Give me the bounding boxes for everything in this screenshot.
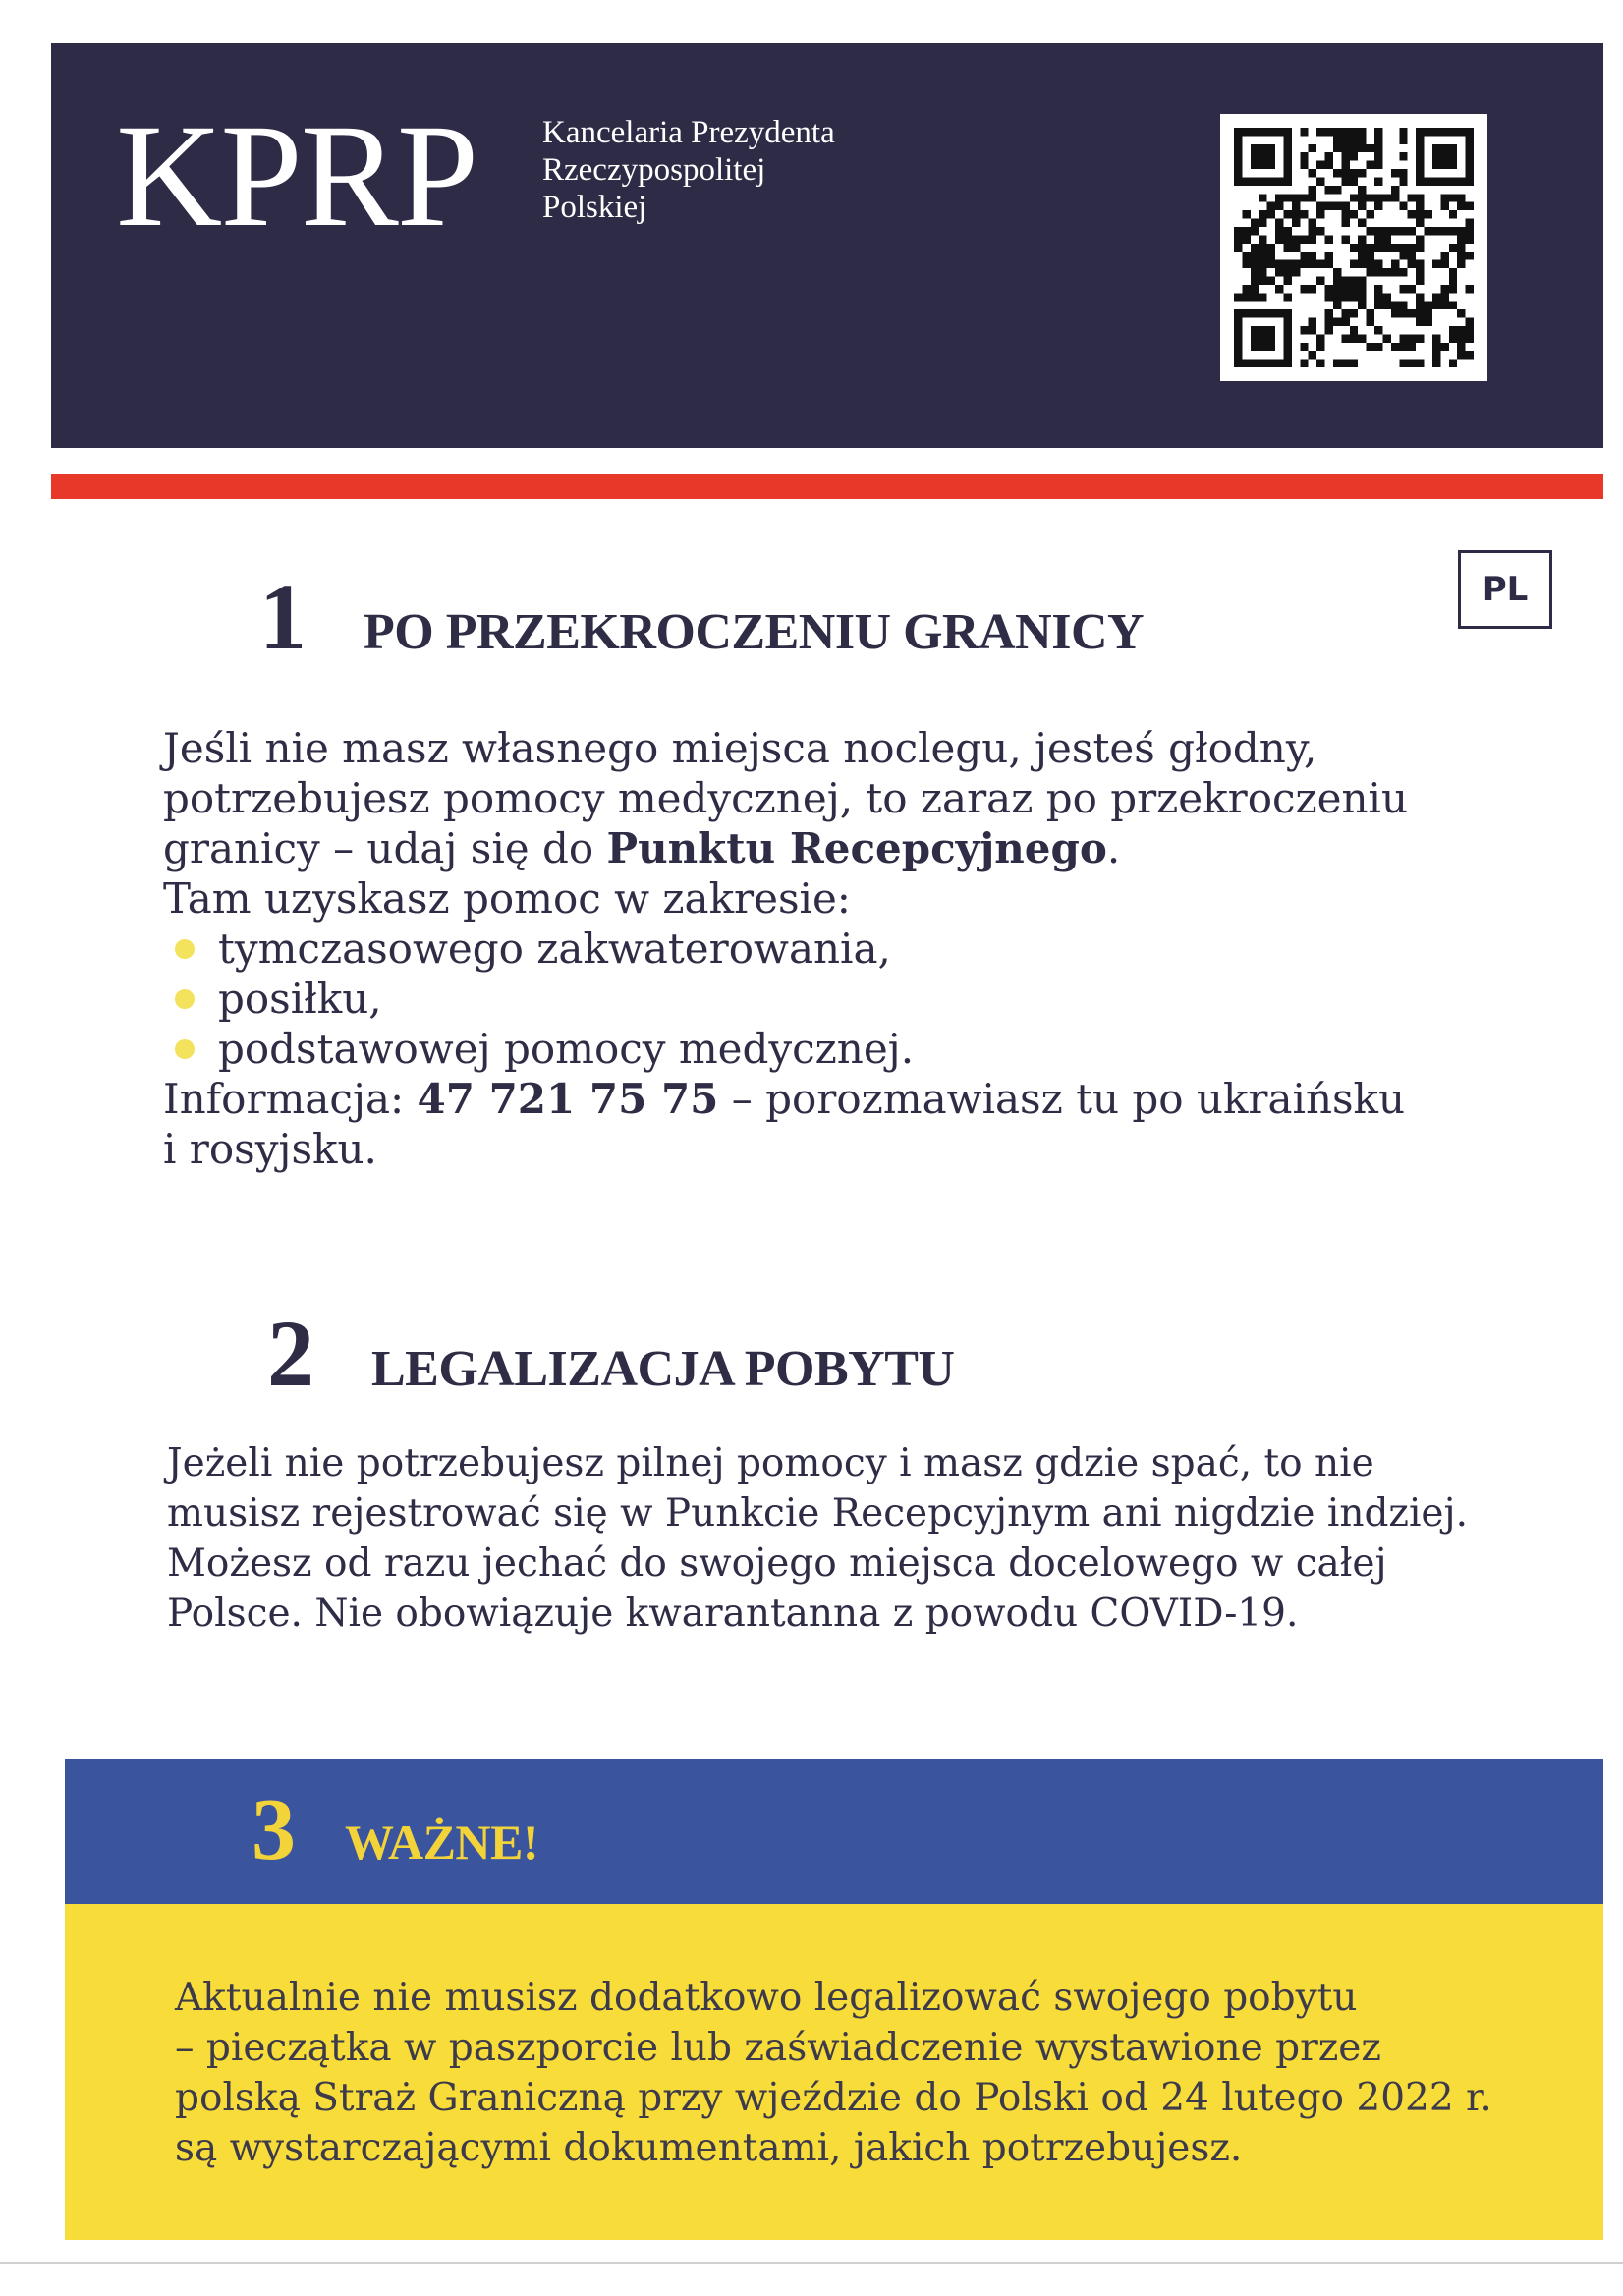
info-line — [163, 1074, 1408, 1124]
section-number: 1 — [259, 564, 307, 669]
bullet-icon — [175, 1039, 195, 1059]
page-edge-divider — [0, 2262, 1623, 2264]
section-3-body-band — [65, 1904, 1603, 2240]
info-phone: 47 721 75 75 — [417, 1075, 719, 1123]
list-item — [163, 924, 1408, 974]
section-1-heading — [259, 564, 1145, 669]
reception-point-emphasis: Punktu Recepcyjnego — [606, 824, 1107, 872]
org-name-line: Kancelaria Prezydenta — [542, 115, 835, 150]
section-2-body — [167, 1438, 1468, 1639]
org-name-line: Polskiej — [542, 190, 647, 225]
paragraph-line: Tam uzyskasz pomoc w zakresie: — [163, 874, 851, 923]
paragraph-line: musisz rejestrować się w Punkcie Recepcyjnym ani nigdzie indziej. — [167, 1491, 1469, 1536]
section-title: WAŻNE! — [345, 1815, 539, 1870]
bullet-icon — [175, 939, 195, 959]
paragraph-line: Jeśli nie masz własnego miejsca noclegu, jesteś głodny, — [163, 724, 1317, 772]
qr-code-icon — [1220, 114, 1487, 381]
info-label: Informacja: — [163, 1075, 418, 1123]
organization-name — [542, 114, 835, 226]
section-1-body — [163, 723, 1408, 1174]
paragraph-line: potrzebujesz pomocy medycznej, to zaraz po przekroczeniu — [163, 774, 1409, 822]
list-item-text: tymczasowego zakwaterowania, — [218, 924, 891, 973]
section-number: 2 — [267, 1301, 314, 1406]
section-3-heading — [252, 1781, 539, 1878]
section-number: 3 — [252, 1781, 296, 1878]
paragraph-line: Polsce. Nie obowiązuje kwarantanna z powodu COVID-19. — [167, 1592, 1299, 1636]
bullet-icon — [175, 989, 195, 1009]
paragraph-line — [163, 823, 1408, 873]
section-3-body — [175, 1973, 1492, 2173]
paragraph-line: i rosyjsku. — [163, 1125, 377, 1173]
section-title: PO PRZEKROCZENIU GRANICY — [364, 604, 1145, 660]
paragraph-line: Możesz od razu jechać do swojego miejsca docelowego w całej — [167, 1541, 1387, 1586]
paragraph-line: Jeżeli nie potrzebujesz pilnej pomocy i masz gdzie spać, to nie — [167, 1441, 1374, 1485]
list-item-text: posiłku, — [218, 975, 382, 1023]
paragraph-line: Aktualnie nie musisz dodatkowo legalizować swojego pobytu — [175, 1976, 1358, 2020]
section-2-heading — [267, 1301, 955, 1406]
text-segment: – porozmawiasz tu po ukraińsku — [718, 1075, 1406, 1123]
paragraph-line: są wystarczającymi dokumentami, jakich potrzebujesz. — [175, 2126, 1243, 2170]
language-badge: PL — [1458, 550, 1552, 629]
paragraph-line: polską Straż Graniczną przy wjeździe do Polski od 24 lutego 2022 r. — [175, 2076, 1492, 2120]
kprp-logo: KPRP — [116, 94, 477, 257]
text-segment: . — [1106, 824, 1121, 872]
text-segment: granicy – udaj się do — [163, 824, 607, 872]
list-item — [163, 1024, 1408, 1074]
header-banner — [51, 43, 1603, 448]
org-name-line: Rzeczypospolitej — [542, 152, 766, 188]
section-title: LEGALIZACJA POBYTU — [371, 1341, 955, 1397]
list-item-text: podstawowej pomocy medycznej. — [218, 1025, 915, 1073]
list-item — [163, 974, 1408, 1024]
paragraph-line: – pieczątka w paszporcie lub zaświadczenie wystawione przez — [175, 2026, 1381, 2070]
red-stripe — [51, 474, 1603, 499]
section-3-header-band — [65, 1759, 1603, 1904]
